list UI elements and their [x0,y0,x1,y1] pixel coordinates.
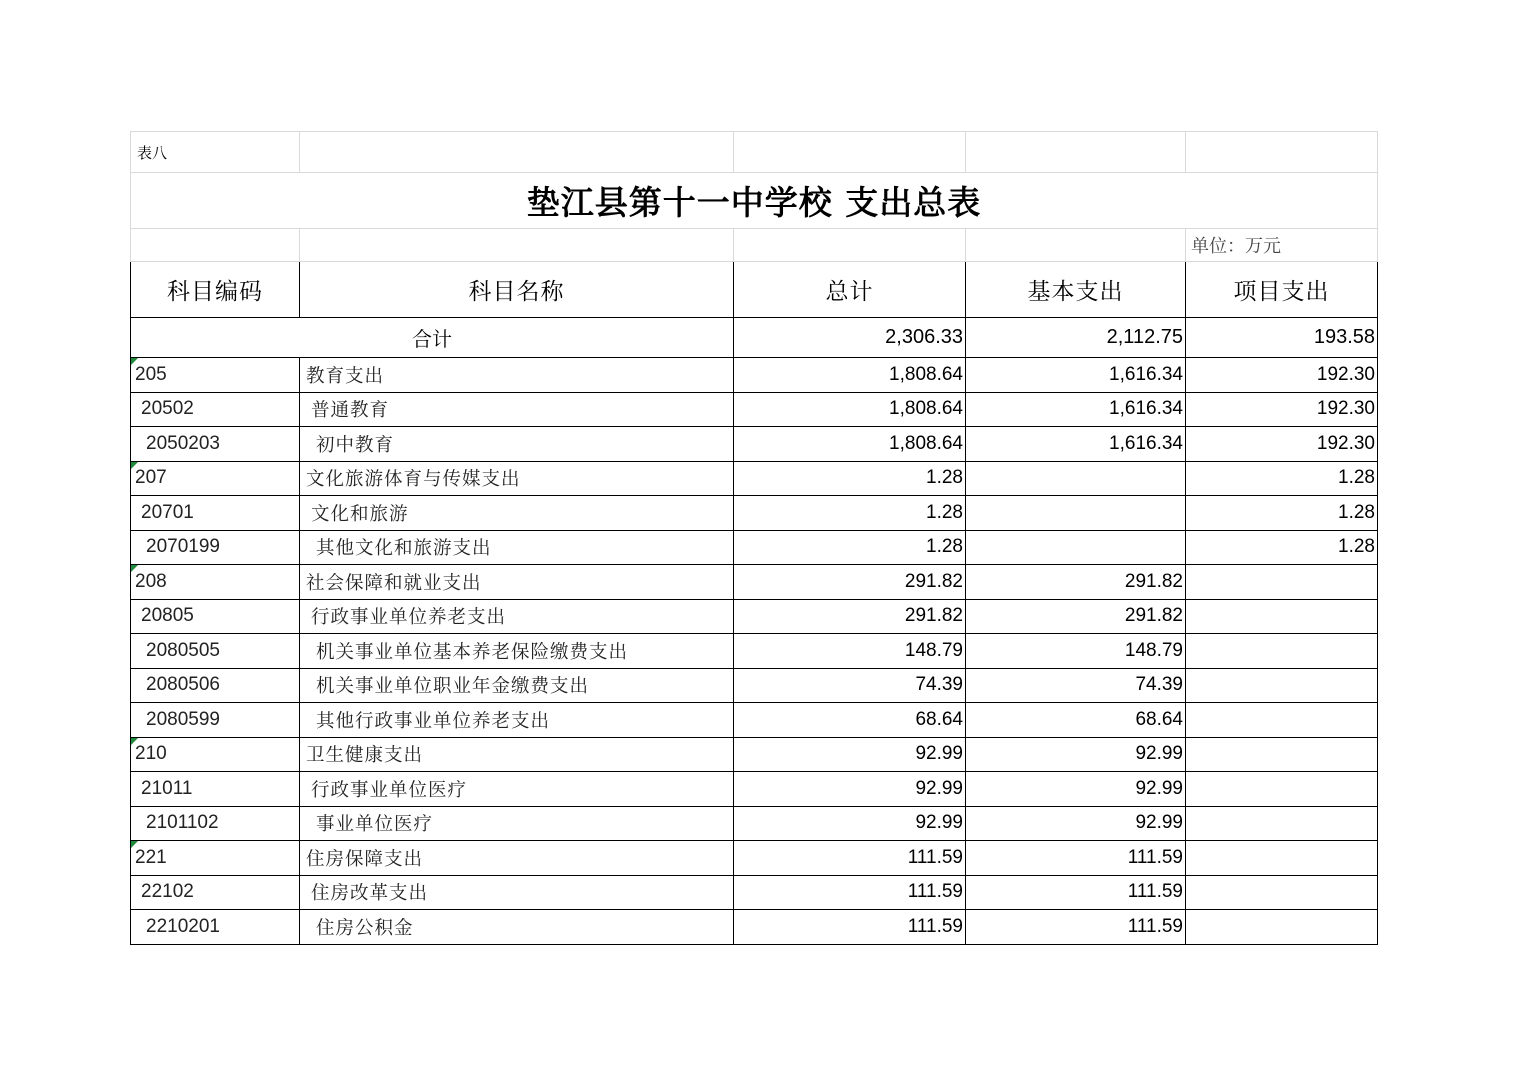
comment-flag-icon [131,565,138,572]
header-project: 项目支出 [1186,262,1378,318]
header-name: 科目名称 [300,262,734,318]
row-project [1186,668,1378,703]
comment-flag-icon [131,738,138,745]
row-name: 机关事业单位基本养老保险缴费支出 [300,634,734,669]
row-basic: 68.64 [966,703,1186,738]
row-name: 行政事业单位养老支出 [300,599,734,634]
row-basic: 1,616.34 [966,358,1186,393]
row-basic: 148.79 [966,634,1186,669]
row-code: 20805 [131,599,300,634]
row-name: 机关事业单位职业年金缴费支出 [300,668,734,703]
header-code: 科目编码 [131,262,300,318]
row-basic [966,530,1186,565]
row-project [1186,634,1378,669]
row-code: 207 [131,461,300,496]
row-name: 普通教育 [300,392,734,427]
row-name: 教育支出 [300,358,734,393]
table-row [131,427,1378,462]
row-code: 2050203 [131,427,300,462]
table-row [131,668,1378,703]
table-row [131,875,1378,910]
table-row [131,358,1378,393]
table-row [131,806,1378,841]
row-total: 111.59 [734,875,966,910]
row-project: 1.28 [1186,496,1378,531]
table-row [131,772,1378,807]
row-project: 1.28 [1186,530,1378,565]
table-row [131,392,1378,427]
comment-flag-icon [131,358,138,365]
row-code: 2080599 [131,703,300,738]
header-total: 总计 [734,262,966,318]
row-basic: 92.99 [966,737,1186,772]
row-total: 92.99 [734,772,966,807]
total-label: 合计 [131,318,734,358]
row-code: 221 [131,841,300,876]
row-code: 20701 [131,496,300,531]
row-basic: 111.59 [966,841,1186,876]
row-project: 192.30 [1186,358,1378,393]
row-basic: 1,616.34 [966,427,1186,462]
row-total: 148.79 [734,634,966,669]
total-total: 2,306.33 [734,318,966,358]
row-code: 2070199 [131,530,300,565]
row-code: 2210201 [131,910,300,945]
row-basic [966,496,1186,531]
row-total: 92.99 [734,806,966,841]
row-total: 1,808.64 [734,358,966,393]
row-name: 住房改革支出 [300,875,734,910]
row-project: 192.30 [1186,392,1378,427]
row-name: 事业单位医疗 [300,806,734,841]
row-total: 92.99 [734,737,966,772]
row-project [1186,703,1378,738]
row-project [1186,565,1378,600]
row-code: 22102 [131,875,300,910]
row-project [1186,737,1378,772]
row-name: 住房公积金 [300,910,734,945]
row-code: 208 [131,565,300,600]
row-name: 其他文化和旅游支出 [300,530,734,565]
row-code: 210 [131,737,300,772]
row-name: 其他行政事业单位养老支出 [300,703,734,738]
table-row [131,841,1378,876]
row-project: 192.30 [1186,427,1378,462]
row-code: 2101102 [131,806,300,841]
row-name: 文化和旅游 [300,496,734,531]
row-code: 20502 [131,392,300,427]
row-project [1186,875,1378,910]
table-row [131,910,1378,945]
row-project [1186,772,1378,807]
table-row [131,634,1378,669]
unit-label: 单位：万元 [1186,229,1378,262]
row-total: 111.59 [734,910,966,945]
row-basic [966,461,1186,496]
table-row [131,565,1378,600]
row-code: 21011 [131,772,300,807]
comment-flag-icon [131,462,138,469]
row-basic: 111.59 [966,875,1186,910]
table-row [131,703,1378,738]
row-project: 1.28 [1186,461,1378,496]
row-total: 68.64 [734,703,966,738]
row-total: 1,808.64 [734,427,966,462]
table-row [131,599,1378,634]
total-project: 193.58 [1186,318,1378,358]
table-row [131,461,1378,496]
row-code: 205 [131,358,300,393]
header-basic: 基本支出 [966,262,1186,318]
table-row [131,737,1378,772]
expenditure-table [130,131,1378,945]
row-project [1186,806,1378,841]
tag-row [131,132,1378,173]
row-total: 1.28 [734,530,966,565]
row-total: 291.82 [734,565,966,600]
row-name: 住房保障支出 [300,841,734,876]
comment-flag-icon [131,841,138,848]
row-total: 291.82 [734,599,966,634]
row-basic: 111.59 [966,910,1186,945]
row-total: 1.28 [734,461,966,496]
row-project [1186,910,1378,945]
row-project [1186,841,1378,876]
table-tag: 表八 [131,132,300,173]
row-name: 行政事业单位医疗 [300,772,734,807]
unit-row [131,229,1378,262]
row-name: 文化旅游体育与传媒支出 [300,461,734,496]
row-basic: 92.99 [966,806,1186,841]
table-row [131,530,1378,565]
row-basic: 92.99 [966,772,1186,807]
header-row [131,262,1378,318]
total-basic: 2,112.75 [966,318,1186,358]
row-name: 卫生健康支出 [300,737,734,772]
title-row [131,173,1378,229]
row-basic: 291.82 [966,599,1186,634]
row-total: 1,808.64 [734,392,966,427]
page-title: 垫江县第十一中学校 支出总表 [131,173,1378,229]
row-code: 2080505 [131,634,300,669]
row-total: 1.28 [734,496,966,531]
row-total: 74.39 [734,668,966,703]
row-basic: 291.82 [966,565,1186,600]
table-row [131,496,1378,531]
row-name: 社会保障和就业支出 [300,565,734,600]
row-basic: 1,616.34 [966,392,1186,427]
row-code: 2080506 [131,668,300,703]
total-row [131,318,1378,358]
row-total: 111.59 [734,841,966,876]
row-project [1186,599,1378,634]
row-basic: 74.39 [966,668,1186,703]
row-name: 初中教育 [300,427,734,462]
